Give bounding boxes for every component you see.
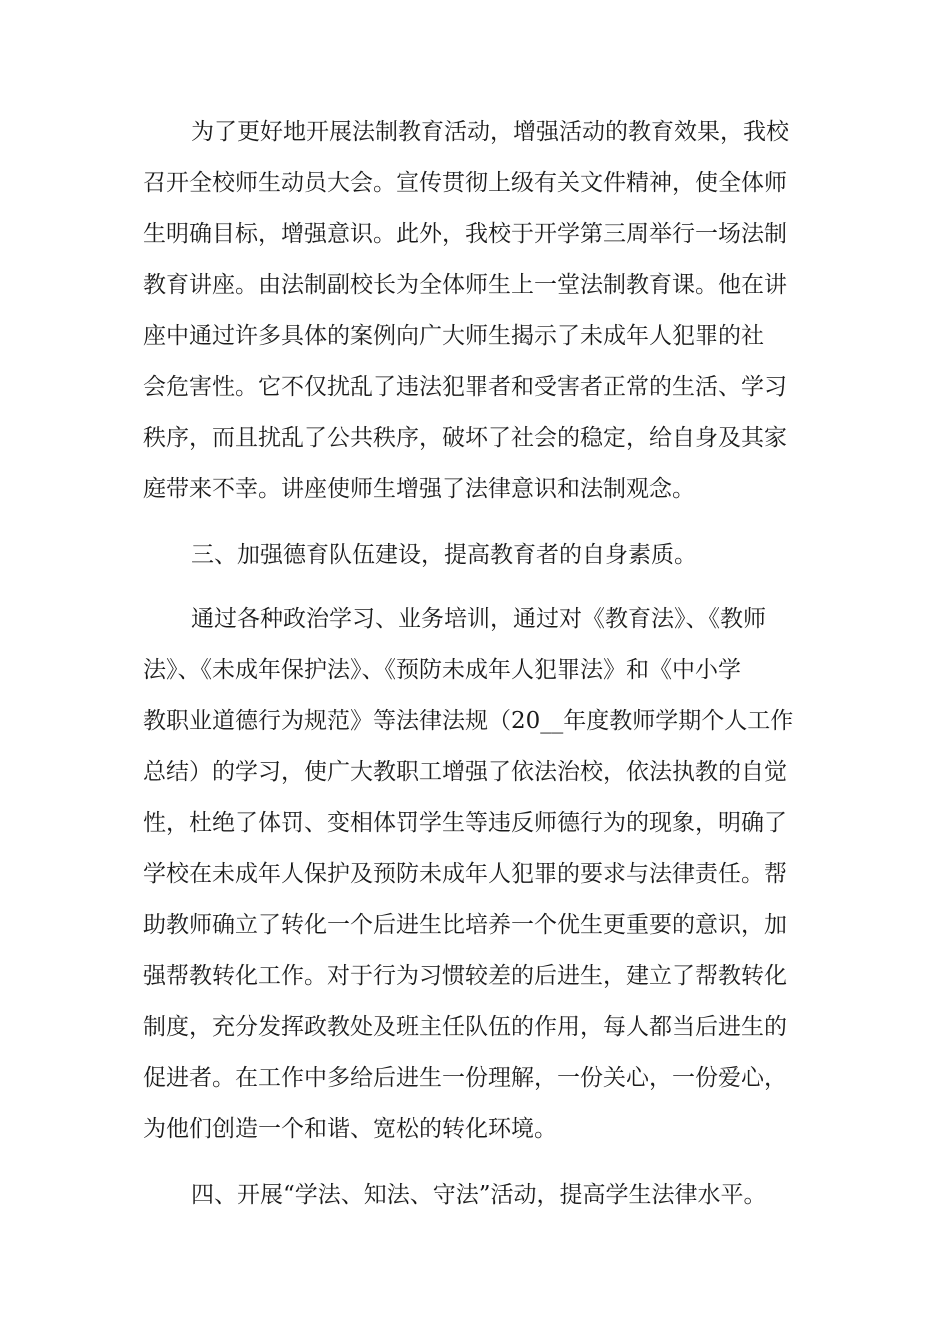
paragraph-1-line-8: 庭带来不幸。讲座使师生增强了法律意识和法制观念。 (143, 476, 695, 502)
paragraph-2-line-6: 学校在未成年人保护及预防未成年人犯罪的要求与法律责任。帮 (143, 861, 787, 887)
paragraph-2-line-3: 教职业道德行为规范》等法律法规（20__年度教师学期个人工作 (143, 708, 794, 734)
paragraph-1-line-3: 生明确目标，增强意识。此外，我校于开学第三周举行一场法制 (143, 221, 787, 247)
paragraph-2-line-5: 性，杜绝了体罚、变相体罚学生等违反师德行为的现象，明确了 (143, 810, 787, 836)
paragraph-1-line-5: 座中通过许多具体的案例向广大师生揭示了未成年人犯罪的社 (143, 323, 764, 349)
paragraph-1-line-7: 秩序，而且扰乱了公共秩序，破坏了社会的稳定，给自身及其家 (143, 425, 787, 451)
paragraph-2-line-8: 强帮教转化工作。对于行为习惯较差的后进生，建立了帮教转化 (143, 963, 787, 989)
paragraph-2-line-11: 为他们创造一个和谐、宽松的转化环境。 (143, 1116, 557, 1142)
paragraph-2-line-9: 制度，充分发挥政教处及班主任队伍的作用，每人都当后进生的 (143, 1014, 787, 1040)
paragraph-2-line-4: 总结）的学习，使广大教职工增强了依法治校，依法执教的自觉 (143, 759, 787, 785)
paragraph-1-line-2: 召开全校师生动员大会。宣传贯彻上级有关文件精神，使全体师 (143, 170, 787, 196)
paragraph-2-line-1: 通过各种政治学习、业务培训，通过对《教育法》、《教师 (191, 606, 766, 632)
paragraph-1-line-4: 教育讲座。由法制副校长为全体师生上一堂法制教育课。他在讲 (143, 272, 787, 298)
paragraph-1-line-6: 会危害性。它不仅扰乱了违法犯罪者和受害者正常的生活、学习 (143, 374, 787, 400)
section-heading-4: 四、开展“学法、知法、守法”活动，提高学生法律水平。 (191, 1182, 767, 1208)
section-heading-3: 三、加强德育队伍建设，提高教育者的自身素质。 (191, 542, 697, 568)
paragraph-2-line-7: 助教师确立了转化一个后进生比培养一个优生更重要的意识，加 (143, 912, 787, 938)
paragraph-2-line-10: 促进者。在工作中多给后进生一份理解，一份关心，一份爱心， (143, 1065, 787, 1091)
paragraph-1-line-1: 为了更好地开展法制教育活动，增强活动的教育效果，我校 (191, 119, 789, 145)
paragraph-2-line-2: 法》、《未成年保护法》、《预防未成年人犯罪法》和《中小学 (143, 657, 741, 683)
